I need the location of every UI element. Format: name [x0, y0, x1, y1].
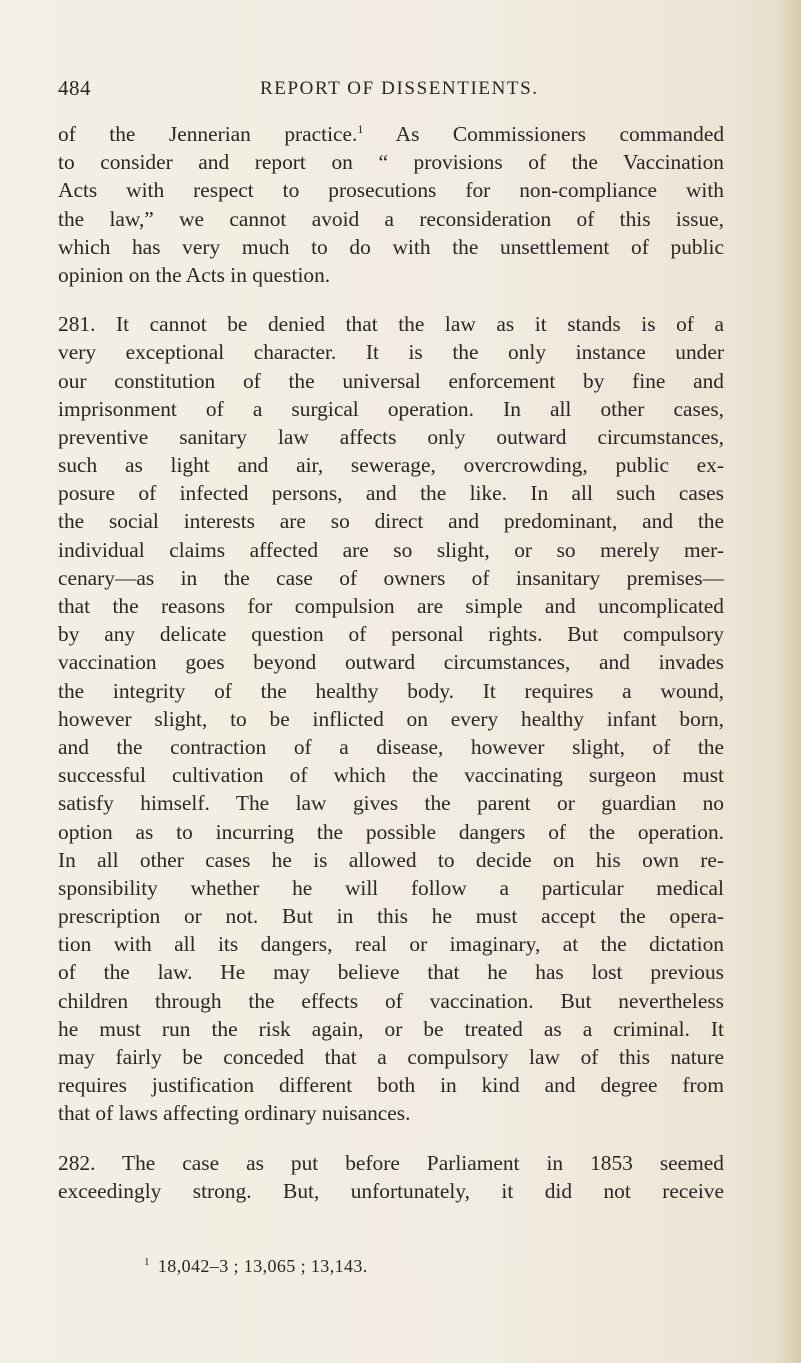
text-line: he must run the risk again, or be treated as a criminal. It — [58, 1016, 724, 1041]
text-line: sponsibility whether he will follow a particular medical — [58, 875, 724, 900]
text-line: imprisonment of a surgical operation. In all other cases, — [58, 396, 724, 421]
text-line: tion with all its dangers, real or imaginary, at the dictation — [58, 932, 724, 957]
text-line: opinion on the Acts in question. — [58, 262, 331, 287]
text-line: may fairly be conceded that a compulsory law of this nature — [58, 1045, 724, 1069]
text-line: option as to incurring the possible dangers of the operation. — [58, 819, 724, 844]
text-line: the law,” we cannot avoid a reconsideration of this issue, — [58, 206, 724, 231]
paragraph-281 — [58, 310, 724, 1127]
body-text — [58, 120, 724, 1205]
text-line: successful cultivation of which the vaccinating surgeon must — [58, 763, 724, 788]
text-line: prescription or not. But in this he must accept the opera- — [58, 904, 724, 929]
text-line: and the contraction of a disease, however slight, of the — [58, 734, 724, 759]
running-title: REPORT OF DISSENTIENTS. — [260, 78, 539, 99]
page-edge-shadow — [779, 0, 801, 1363]
text-line: exceedingly strong. But, unfortunately, it did not receive — [58, 1178, 724, 1203]
running-head — [58, 76, 738, 108]
text-line: however slight, to be inflicted on every healthy infant born, — [58, 706, 724, 731]
text-line — [58, 120, 724, 148]
text-line: posure of infected persons, and the like. In all such cases — [58, 481, 724, 506]
text-line: Acts with respect to prosecutions for non-compliance with — [58, 178, 724, 203]
text-line: that the reasons for compulsion are simple and uncomplicated — [58, 594, 724, 618]
paragraph — [58, 120, 724, 289]
text-line: very exceptional character. It is the only instance under — [58, 340, 724, 365]
page-number: 484 — [58, 76, 91, 100]
text-line: 281. It cannot be denied that the law as it stands is of a — [58, 312, 724, 337]
text-line: such as light and air, sewerage, overcrowding, public ex- — [58, 453, 724, 478]
footnote-number: 1 — [144, 1256, 150, 1268]
text-line: the integrity of the healthy body. It requires a wound, — [58, 678, 724, 703]
text-line: In all other cases he is allowed to decide on his own re- — [58, 847, 724, 872]
text-line: of the law. He may believe that he has lost previous — [58, 960, 724, 985]
text-line: children through the effects of vaccination. But nevertheless — [58, 988, 724, 1013]
text-line: to consider and report on “ provisions of the Vaccination — [58, 150, 724, 175]
footnote-text: 18,042–3 ; 13,065 ; 13,143. — [157, 1256, 368, 1276]
text-line: requires justification different both in kind and degree from — [58, 1073, 724, 1098]
line-text: of the Jennerian practice. — [58, 122, 358, 146]
text-line: individual claims affected are so slight, or so merely mer- — [58, 537, 724, 562]
text-line: our constitution of the universal enforcement by fine and — [58, 368, 724, 393]
text-line: that of laws affecting ordinary nuisances. — [58, 1101, 411, 1126]
text-line: 282. The case as put before Parliament in 1853 seemed — [58, 1150, 724, 1175]
footnote — [144, 1256, 368, 1277]
text-line: vaccination goes beyond outward circumstances, and invades — [58, 650, 724, 675]
text-line: cenary—as in the case of owners of insanitary premises— — [58, 565, 724, 590]
text-line: satisfy himself. The law gives the parent or guardian no — [58, 791, 724, 816]
text-line: the social interests are so direct and predominant, and the — [58, 509, 724, 534]
text-line: preventive sanitary law affects only outward circumstances, — [58, 424, 724, 449]
footnote-marker: 1 — [357, 121, 364, 136]
line-text: As Commissioners commanded — [363, 122, 725, 146]
paragraph-282 — [58, 1149, 724, 1205]
paragraph-gap — [58, 289, 724, 310]
paragraph-gap — [58, 1128, 724, 1149]
text-line: which has very much to do with the unsettlement of public — [58, 234, 724, 259]
text-line: by any delicate question of personal rights. But compulsory — [58, 622, 724, 647]
